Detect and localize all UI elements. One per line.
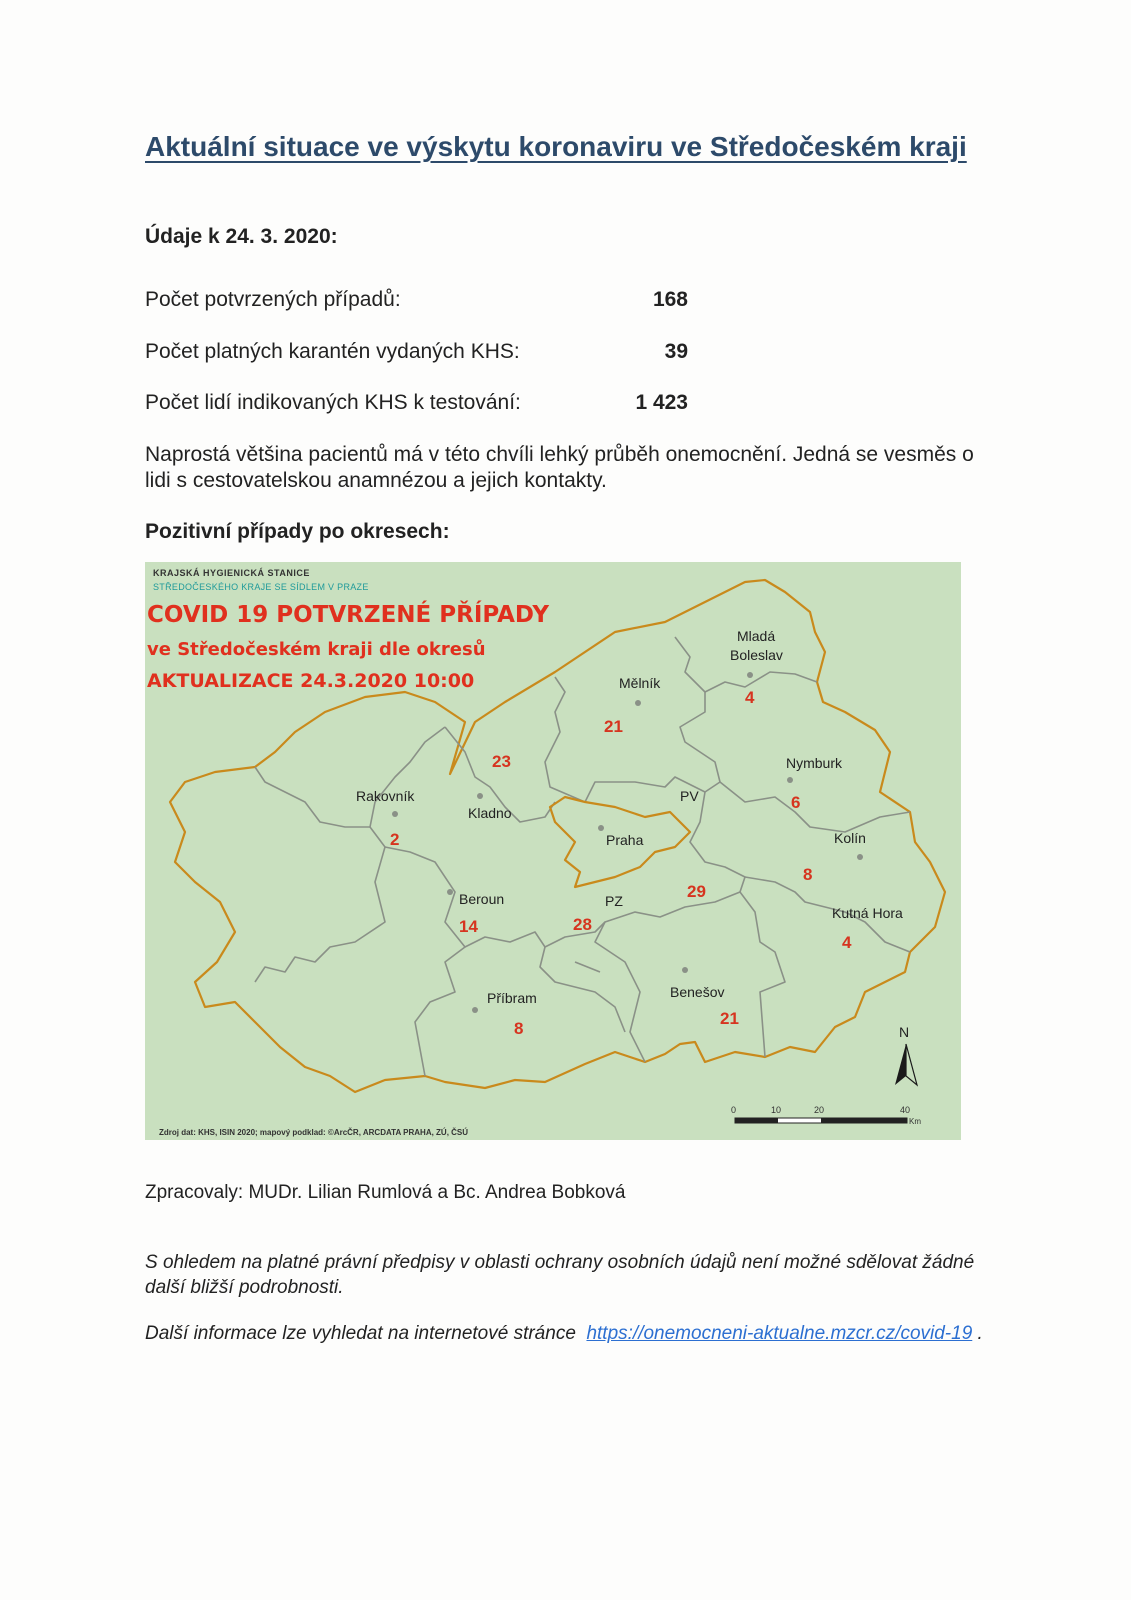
- district-name-kladno: Kladno: [468, 805, 512, 821]
- stat-value-quarantine: 39: [664, 340, 688, 363]
- map-source: Zdroj dat: KHS, ISIN 2020; mapový podklad: ©ArcČR, ARCDATA PRAHA, ZÚ, ČSÚ: [159, 1128, 469, 1137]
- more-info-text: Další informace lze vyhledat na internetové stránce: [145, 1323, 576, 1344]
- scale-tick-0: 0: [731, 1105, 737, 1115]
- north-arrow-icon: [895, 1044, 906, 1085]
- map-title-line1: COVID 19 POTVRZENÉ PŘÍPADY: [147, 602, 549, 628]
- scale-tick-20: 20: [814, 1105, 825, 1115]
- map-org-line2: STŘEDOČESKÉHO KRAJE SE SÍDLEM V PRAZE: [153, 582, 369, 592]
- district-value-pz: 28: [573, 915, 592, 934]
- district-value-melnik: 21: [604, 717, 623, 736]
- district-map: [145, 562, 961, 1140]
- stat-label-quarantine: Počet platných karantén vydaných KHS:: [145, 340, 520, 363]
- district-value-pv: 29: [687, 882, 706, 901]
- more-info-suffix: .: [977, 1323, 983, 1344]
- district-value-kutna-hora: 4: [842, 933, 852, 952]
- district-value-beroun: 14: [459, 917, 478, 936]
- district-name-pv: PV: [680, 788, 699, 804]
- district-name-nymburk: Nymburk: [786, 755, 843, 771]
- map-title-line3: AKTUALIZACE 24.3.2020 10:00: [147, 670, 475, 692]
- stat-value-confirmed: 168: [652, 288, 688, 311]
- scale-bar-seg2: [821, 1118, 907, 1123]
- district-name-mlada: Mladá: [737, 628, 776, 644]
- district-value-pribram: 8: [514, 1019, 524, 1038]
- stat-label-confirmed: Počet potvrzených případů:: [145, 288, 401, 311]
- stat-label-tested: Počet lidí indikovaných KHS k testování:: [145, 391, 521, 414]
- more-info: [145, 1321, 995, 1346]
- stat-value-tested: 1 423: [635, 391, 688, 414]
- districts-subheading: Pozitivní případy po okresech:: [145, 520, 450, 543]
- scale-tick-10: 10: [771, 1105, 782, 1115]
- scale-unit: Km: [909, 1117, 921, 1126]
- district-name-praha: Praha: [606, 832, 644, 848]
- scale-tick-40: 40: [900, 1105, 911, 1115]
- district-value-nymburk: 6: [791, 793, 801, 812]
- district-name-pribram: Příbram: [487, 990, 537, 1006]
- district-name-boleslav: Boleslav: [730, 647, 783, 663]
- district-name-kutna-hora: Kutná Hora: [832, 905, 903, 921]
- north-label: N: [899, 1024, 910, 1040]
- district-value-kolin: 8: [803, 865, 813, 884]
- district-borders: [255, 637, 910, 1076]
- district-name-beroun: Beroun: [459, 891, 505, 907]
- covid-info-link[interactable]: https://onemocneni-aktualne.mzcr.cz/covid-19: [586, 1323, 973, 1344]
- district-name-rakovnik: Rakovník: [356, 788, 415, 804]
- north-arrow-half: [906, 1044, 917, 1085]
- date-line: Údaje k 24. 3. 2020:: [145, 225, 338, 248]
- district-name-melnik: Mělník: [619, 675, 661, 691]
- district-name-kolin: Kolín: [834, 830, 866, 846]
- district-value-kladno: 23: [492, 752, 511, 771]
- page-title: Aktuální situace ve výskytu koronaviru ve Středočeském kraji: [145, 131, 967, 162]
- situation-paragraph: Naprostá většina pacientů má v této chvíli lehký průběh onemocnění. Jedná se vesměs o lidi s cestovatelskou anamnézou a jejich kontakty.: [145, 443, 974, 492]
- credits: Zpracovaly: MUDr. Lilian Rumlová a Bc. Andrea Bobková: [145, 1182, 626, 1203]
- district-value-mlada-boleslav: 4: [745, 688, 755, 707]
- district-name-benesov: Benešov: [670, 984, 725, 1000]
- district-name-pz: PZ: [605, 893, 623, 909]
- scale-bar-seg1: [735, 1118, 778, 1123]
- district-value-rakovnik: 2: [390, 830, 400, 849]
- map-title-line2: ve Středočeském kraji dle okresů: [147, 639, 486, 660]
- district-value-benesov: 21: [720, 1009, 739, 1028]
- privacy-note: S ohledem na platné právní předpisy v oblasti ochrany osobních údajů není možné sdělovat žádné další bližší podrobnosti.: [145, 1252, 975, 1298]
- map-org-line1: KRAJSKÁ HYGIENICKÁ STANICE: [153, 568, 310, 578]
